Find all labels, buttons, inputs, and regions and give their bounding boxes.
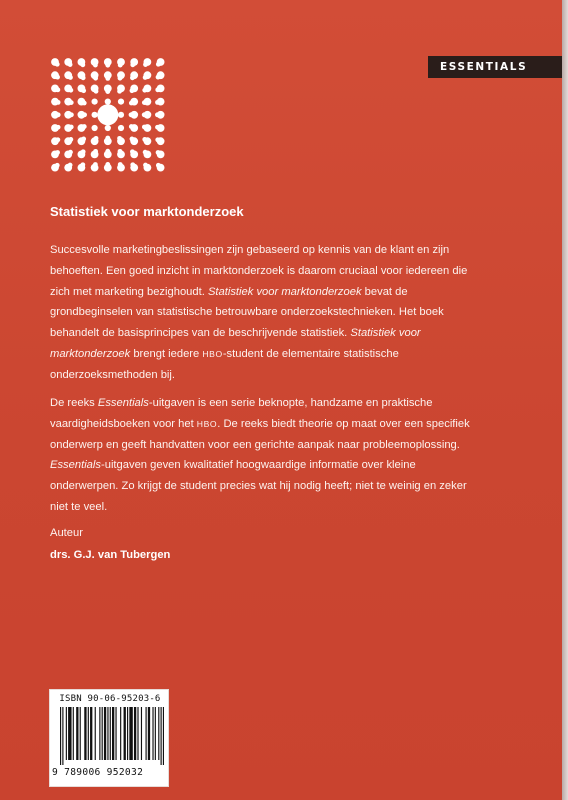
logo-dot-tail [143,163,148,168]
barcode-bar [66,707,67,760]
essentials-badge: ESSENTIALS [428,56,562,78]
barcode-bar [112,707,114,760]
logo-dot-tail [55,87,60,92]
logo-dot [92,125,98,131]
author-label: Auteur [50,527,83,539]
series-paragraph: De reeks Essentials-uitgaven is een serie beknopte, handzame en praktische vaardigheidsboeken voor het HBO. De reeks biedt theorie op maat over een specifiek onderwerp en geeft handvatten voor een gerichte aanpak naar probleemoplossing. Essentials-uitgaven geven kwalitatief hoogwaardige informatie over kleine onderwerpen. Zo krijgt de student precies wat hij nodig heeft; niet te weinig en zeker niet te veel. [50,397,470,513]
barcode-bar [68,707,71,760]
logo-dot-tail [82,112,87,117]
logo-dot-tail [155,112,160,117]
logo-dot [105,99,111,105]
barcode-bar [158,707,159,760]
logo-dot-tail [129,124,134,129]
barcode-bar [90,707,92,760]
logo-dot-tail [142,100,147,105]
logo-dot-tail [55,137,60,142]
logo-dot-tail [156,62,161,67]
logo-dot-tail [93,76,98,81]
logo-dot [105,125,111,131]
logo-dot-tail [105,136,110,141]
logo-dot-tail [94,136,99,141]
barcode-bar [141,707,142,760]
barcode-bars [60,707,164,765]
logo-dot-tail [56,125,61,130]
logo-dot-tail [94,89,99,94]
logo-dot-tail [69,125,74,130]
logo-dot-tail [81,75,86,80]
barcode-bar [104,707,106,760]
logo-dot-tail [105,63,110,68]
logo-dot [118,112,124,118]
logo-dot-tail [142,88,147,93]
barcode-bar [115,707,116,760]
logo-dot-tail [93,162,98,167]
logo-dot-tail [82,101,87,106]
logo-dot-tail [80,162,85,167]
logo-dot-tail [81,149,86,154]
logo-dot-tail [155,87,160,92]
logo-dot [92,99,98,105]
barcode-bar [146,707,147,760]
logo-dot-tail [142,112,147,117]
logo-dot-tail [105,162,110,167]
logo-dot-tail [69,100,74,105]
logo-dot-tail [68,75,73,80]
logo-dot-tail [130,62,135,67]
logo-dot-tail [80,62,85,67]
book-title: Statistiek voor marktonderzoek [50,204,244,219]
barcode-bar [120,707,121,760]
logo-dot-tail [56,112,61,117]
barcode-bar [62,707,63,765]
barcode-bar [134,707,136,760]
logo-dot-tail [68,163,73,168]
logo-dot-tail [130,137,135,142]
logo-dot-tail [156,75,161,80]
logo-dot-tail [68,62,73,67]
logo-dot-tail [117,136,122,141]
logo-dot-tail [156,150,161,155]
logo-dot-tail [105,89,110,94]
barcode-bar [124,707,126,760]
logo-dot-tail [155,137,160,142]
author-name: drs. G.J. van Tubergen [50,549,171,561]
logo-dot-tail [143,150,148,155]
logo-dot-tail [55,62,60,67]
barcode-bar [148,707,150,760]
logo-center-circle [97,104,118,125]
logo-dot-tail [118,162,123,167]
barcode-label [49,689,169,787]
barcode-bar [99,707,100,760]
logo-dot-tail [155,100,160,105]
logo-dot-tail [143,62,148,67]
logo-dot-tail [118,149,123,154]
barcode-bar [110,707,111,760]
logo-dot-tail [130,149,135,154]
logo-dot-tail [130,75,135,80]
logo-dot-tail [56,100,61,105]
logo-dot-tail [142,137,147,142]
barcode-bar [127,707,128,760]
logo-dot-tail [105,76,110,81]
logo-dot-tail [155,125,160,130]
barcode-bar [152,707,153,760]
logo-dot-tail [68,150,73,155]
logo-dot-tail [55,150,60,155]
barcode-bar [88,707,89,760]
barcode-bar [129,707,132,760]
essentials-dot-logo [47,54,169,176]
logo-dot-tail [129,112,134,117]
logo-dot-tail [55,75,60,80]
logo-dot-tail [105,149,110,154]
barcode-bar [102,707,103,760]
logo-dot [118,99,124,105]
logo-dot-tail [81,88,86,93]
barcode-bar [84,707,86,760]
isbn-number: ISBN 90-06-95203-6 [59,694,161,704]
logo-dot-tail [129,101,134,106]
logo-dot [92,112,98,118]
logo-dot-tail [156,163,161,168]
logo-dot-tail [68,137,73,142]
logo-dot-tail [142,125,147,130]
barcode-bar [107,707,108,760]
barcode-bar [155,707,156,760]
logo-dot-tail [118,76,123,81]
logo-dot [118,125,124,131]
logo-dot-tail [55,163,60,168]
barcode-bar [95,707,96,760]
logo-dot-tail [81,137,86,142]
logo-dot-tail [143,75,148,80]
page-edge [562,0,568,800]
barcode-bar [137,707,138,760]
barcode-bar [163,707,164,765]
logo-dot-tail [117,89,122,94]
barcode-bar [60,707,61,765]
barcode-bar [73,707,74,760]
logo-dot-tail [68,88,73,93]
logo-dot-tail [93,63,98,68]
logo-dot-tail [130,162,135,167]
description-paragraph: Succesvolle marketingbeslissingen zijn gebaseerd op kennis van de klant en zijn behoeften. Een goed inzicht in marktonderzoek is daarom cruciaal voor iedereen die zich met marketing bezighoudt. Statistiek voor marktonderzoek bevat de grondbeginselen van statistische betrouwbare onderzoekstechnieken. Het boek behandelt de basisprincipes van de beschrijvende statistiek. Statistiek voor marktonderzoek brengt iedere HBO-student de elementaire statistische onderzoeksmethoden bij. [50,244,468,381]
ean-number: 9 789006 952032 [52,767,144,778]
logo-dot-tail [69,112,74,117]
barcode-bar [80,707,81,760]
barcode-bar [161,707,162,765]
barcode-bar [76,707,78,760]
logo-dot-tail [118,63,123,68]
logo-dot-tail [130,88,135,93]
logo-dot-tail [93,149,98,154]
logo-dot-tail [82,124,87,129]
